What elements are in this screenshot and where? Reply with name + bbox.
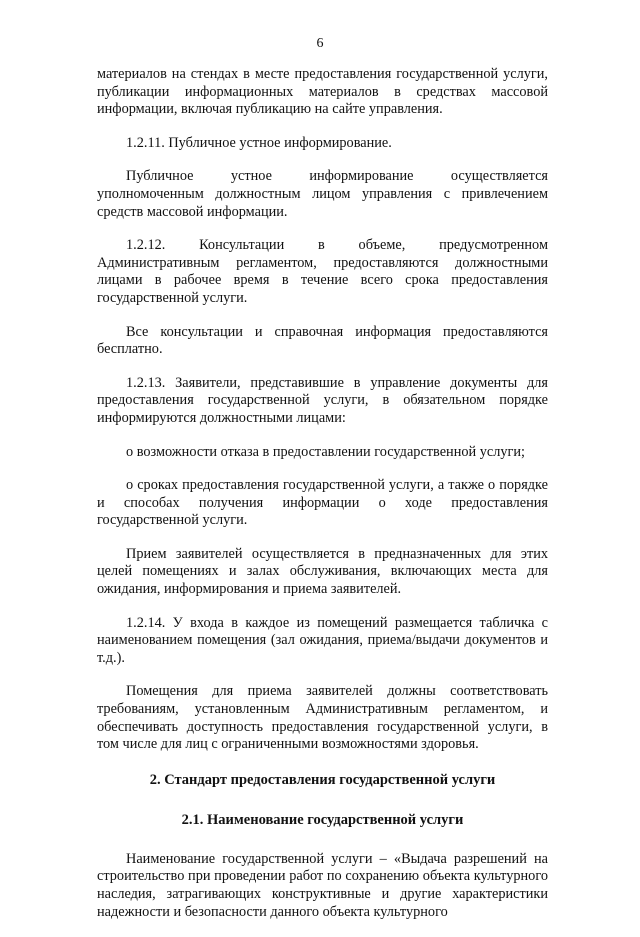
subsection-heading: 2.1. Наименование государственной услуги: [181, 811, 464, 828]
paragraph: 1.2.11. Публичное устное информирование.: [126, 134, 392, 151]
paragraph: о возможности отказа в предоставлении государственной услуги;: [126, 443, 525, 460]
paragraph: Все консультации и справочная информация предоставляются бесплатно.: [97, 323, 548, 358]
paragraph: 1.2.13. Заявители, представившие в управление документы для предоставления государственной услуги, в обязательном порядке информируются должностными лицами:: [97, 374, 548, 426]
paragraph: Публичное устное информирование осуществляется уполномоченным должностным лицом управления с привлечением средств массовой информации.: [97, 168, 548, 220]
paragraph: Наименование государственной услуги – «Выдача разрешений на строительство при проведении работ по сохранению объекта культурного наследия, затрагивающих конструктивные и другие характеристики надежности и безопасности данного объекта культурного: [97, 850, 548, 920]
document-body: [97, 66, 548, 937]
paragraph: материалов на стендах в месте предоставления государственной услуги, публикации информационных материалов в средствах массовой информации, включая публикацию на сайте управления.: [97, 66, 548, 118]
paragraph: 1.2.12. Консультации в объеме, предусмотренном Административным регламентом, предоставляются должностными лицами в рабочее время в течение всего срока предоставления государственной услуги.: [97, 237, 548, 306]
section-heading: 2. Стандарт предоставления государственной услуги: [149, 771, 496, 788]
paragraph: о сроках предоставления государственной услуги, а также о порядке и способах получения информации о ходе предоставления государственной услуги.: [97, 477, 548, 529]
paragraph: Прием заявителей осуществляется в предназначенных для этих целей помещениях и залах обслуживания, включающих места для ожидания, информирования и приема заявителей.: [97, 545, 548, 598]
paragraph: 1.2.14. У входа в каждое из помещений размещается табличка с наименованием помещения (зал ожидания, приема/выдачи документов и т.д.).: [97, 614, 548, 666]
paragraph: Помещения для приема заявителей должны соответствовать требованиям, установленным Административным регламентом, и обеспечивать доступность предоставления государственной услуги, в том числе для лиц с ограниченными возможностями здоровья.: [97, 683, 548, 753]
page-number: 6: [316, 36, 324, 51]
